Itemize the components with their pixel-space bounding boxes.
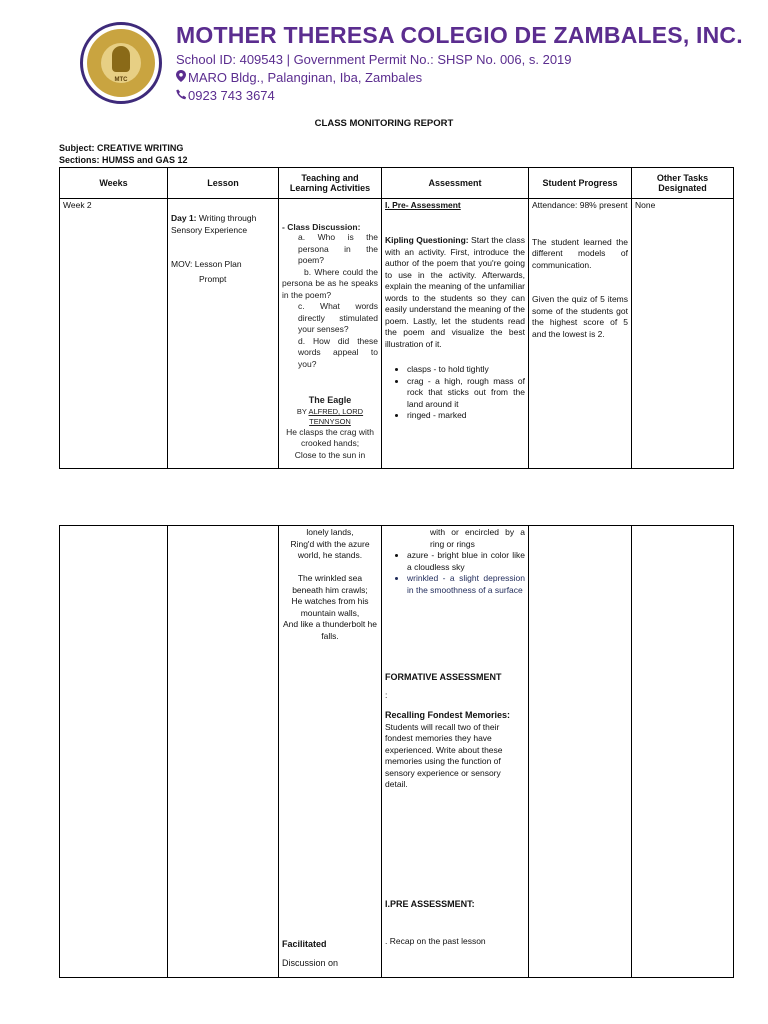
- header-weeks: Weeks: [60, 168, 168, 199]
- question-b: b. Where could the persona be as he speaks in the poem?: [282, 266, 378, 300]
- formative-heading: FORMATIVE ASSESSMENT: [385, 672, 502, 682]
- logo-ring: [87, 29, 155, 97]
- recap-note: . Recap on the past lesson: [385, 936, 486, 946]
- cell-other-tasks: [632, 526, 734, 978]
- cell-week: Week 2: [60, 199, 168, 469]
- location-pin-icon: [176, 70, 188, 85]
- question-d: d. How did these words appeal to you?: [298, 335, 378, 369]
- sections-line: Sections: HUMSS and GAS 12: [59, 155, 188, 165]
- cell-lesson: [168, 526, 279, 978]
- learned-note: The student learned the different models of communication.: [532, 236, 628, 270]
- lesson-prompt: Prompt: [199, 274, 227, 284]
- cell-progress: [529, 526, 632, 978]
- poem-title: The Eagle: [308, 395, 352, 405]
- poem-line: He watches from his mountain walls,: [291, 596, 369, 618]
- list-item: • clasps - to hold tightly: [407, 364, 525, 376]
- cell-assessment: [382, 526, 529, 978]
- table-row: [60, 526, 734, 978]
- address-text: MARO Bldg., Palanginan, Iba, Zambales: [188, 70, 423, 85]
- lesson-day: Day 1: Writing through Sensory Experience: [171, 213, 257, 235]
- subject-line: Subject: CREATIVE WRITING: [59, 143, 184, 153]
- question-c: c. What words directly stimulated your senses?: [298, 301, 378, 334]
- list-item: • ringed - marked: [407, 410, 525, 422]
- cell-teaching: [279, 526, 382, 978]
- cell-week: [60, 526, 168, 978]
- table-header-row: [60, 168, 734, 199]
- header-progress: Student Progress: [529, 168, 632, 199]
- recalling-paragraph: Recalling Fondest Memories: Students will recall two of their fondest memories they have experienced. Write about these memories using the function of sensory experience or sensory detail.: [385, 710, 511, 789]
- vocab-continued: with or encircled by a ring or rings: [430, 527, 525, 549]
- monitoring-table-page2: [59, 525, 734, 978]
- poem-line: Ring'd with the azure world, he stands.: [290, 538, 370, 560]
- poem-line: And like a thunderbolt he falls.: [282, 619, 378, 641]
- monitoring-table-page1: [59, 167, 734, 469]
- cell-other-tasks: None: [632, 199, 734, 469]
- poem-line-1: He clasps the crag with crooked hands;: [286, 426, 374, 448]
- report-title: CLASS MONITORING REPORT: [314, 118, 454, 129]
- header-assessment: Assessment: [382, 168, 529, 199]
- address-line: [176, 70, 422, 85]
- kipling-paragraph: Kipling Questioning: Start the class with an activity. First, introduce the author of the poem that you're going to use in the activity. Afterwards, explain the meaning of the unfamiliar words to the students so they can easily understand the meaning of the poem. Lastly, let the students read the poem and visualize the best illustration of it.: [385, 235, 525, 349]
- header-other: Other Tasks Designated: [632, 168, 734, 199]
- attendance: Attendance: 98% present: [532, 200, 628, 210]
- question-a: a. Who is the persona in the poem?: [298, 232, 378, 265]
- lesson-mov: MOV: Lesson Plan: [171, 259, 242, 269]
- cell-teaching: [279, 199, 382, 469]
- cell-lesson: [168, 199, 279, 469]
- cell-progress: [529, 199, 632, 469]
- school-logo: [80, 22, 162, 104]
- poem-line-2: Close to the sun in: [294, 449, 366, 460]
- cell-assessment: [382, 199, 529, 469]
- list-item: • crag - a high, rough mass of rock that sticks out from the land around it: [407, 376, 525, 411]
- list-item: • azure - bright blue in color like a cloudless sky: [407, 550, 525, 573]
- poem-line: lonely lands,: [306, 527, 354, 537]
- school-id-line: School ID: 409543 | Government Permit No.: SHSP No. 006, s. 2019: [176, 52, 572, 67]
- phone-icon: [176, 88, 188, 103]
- vocab-list: [385, 364, 525, 422]
- formative-colon: :: [385, 690, 388, 700]
- logo-text: MTC: [114, 77, 128, 83]
- phone-text: 0923 743 3674: [188, 88, 275, 103]
- list-item: • wrinkled - a slight depression in the smoothness of a surface: [407, 573, 525, 596]
- pre-assessment-heading: I. Pre- Assessment: [385, 200, 461, 210]
- pre-assessment-heading-2: I.PRE ASSESSMENT:: [385, 899, 475, 909]
- header-teaching: Teaching and Learning Activities: [279, 168, 382, 199]
- logo-figure-icon: [112, 46, 130, 72]
- vocab-list-cont: [385, 550, 525, 596]
- phone-line: [176, 88, 275, 103]
- table-row: [60, 199, 734, 469]
- poem-author: BY ALFRED, LORD TENNYSON: [296, 406, 364, 426]
- quiz-note: Given the quiz of 5 items some of the students got the highest score of 5 and the lowest is 2.: [532, 294, 628, 339]
- facilitated-label: Facilitated: [282, 939, 327, 949]
- header-lesson: Lesson: [168, 168, 279, 199]
- discussion-on-label: Discussion on: [282, 958, 339, 968]
- poem-line: [282, 562, 378, 574]
- school-name: MOTHER THERESA COLEGIO DE ZAMBALES, INC.: [176, 22, 743, 48]
- poem-line: The wrinkled sea beneath him crawls;: [292, 573, 368, 595]
- discussion-title: - Class Discussion:: [282, 222, 361, 232]
